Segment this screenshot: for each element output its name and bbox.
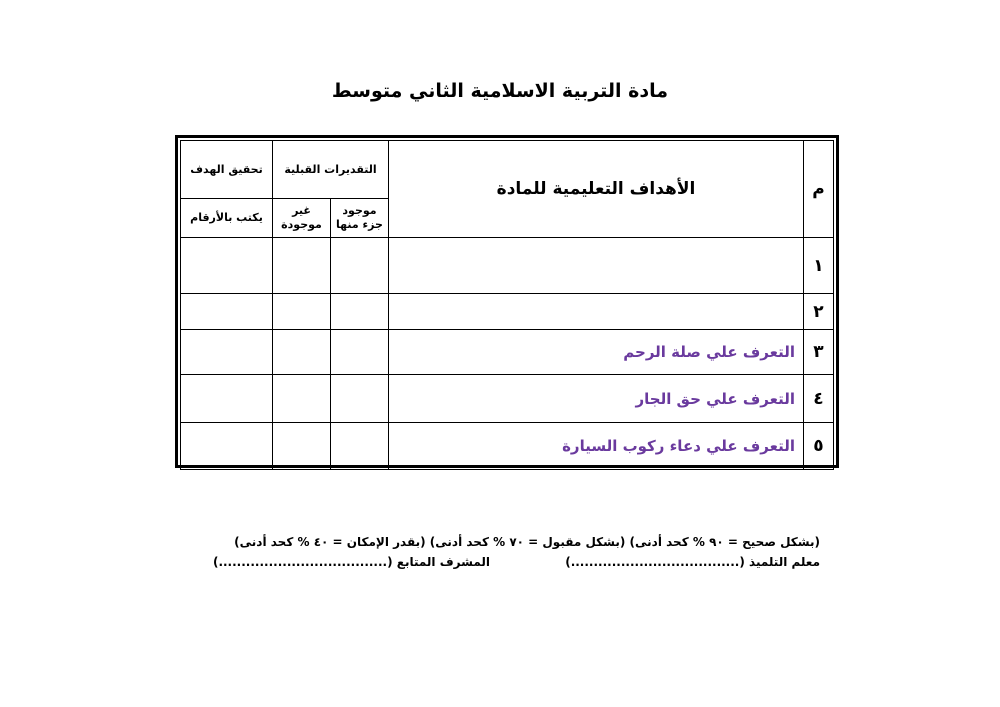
row-goal: التعرف علي صلة الرحم bbox=[389, 330, 804, 375]
header-present-partial: موجود جزء منها bbox=[331, 199, 389, 238]
cell-not-present bbox=[273, 330, 331, 375]
header-m: م bbox=[804, 141, 834, 238]
cell-goal-achievement bbox=[181, 423, 273, 470]
header-not-present: غير موجودة bbox=[273, 199, 331, 238]
cell-present-partial bbox=[331, 375, 389, 423]
header-prior-estimates: التقديرات القبلية bbox=[273, 141, 389, 199]
cell-not-present bbox=[273, 423, 331, 470]
objectives-table bbox=[180, 140, 834, 470]
header-goal-achievement: تحقيق الهدف bbox=[181, 141, 273, 199]
cell-goal-achievement bbox=[181, 330, 273, 375]
cell-not-present bbox=[273, 294, 331, 330]
table-header-row bbox=[181, 141, 834, 199]
cell-present-partial bbox=[331, 423, 389, 470]
cell-not-present bbox=[273, 375, 331, 423]
row-goal bbox=[389, 238, 804, 294]
row-number: ٥ bbox=[804, 423, 834, 470]
row-number: ١ bbox=[804, 238, 834, 294]
notes-section bbox=[190, 532, 820, 572]
cell-goal-achievement bbox=[181, 238, 273, 294]
cell-goal-achievement bbox=[181, 294, 273, 330]
table-row bbox=[181, 330, 834, 375]
criteria-text: (بشكل صحيح = ٩٠ % كحد أدنى) (بشكل مقبول = ٧٠ % كحد أدنى) (بقدر الإمكان = ٤٠ % كحد أدنى) bbox=[234, 535, 820, 549]
row-goal: التعرف علي حق الجار bbox=[389, 375, 804, 423]
header-goals: الأهداف التعليمية للمادة bbox=[389, 141, 804, 238]
page-title: مادة التربية الاسلامية الثاني متوسط bbox=[331, 80, 669, 102]
cell-present-partial bbox=[331, 238, 389, 294]
row-number: ٤ bbox=[804, 375, 834, 423]
signature-row bbox=[190, 552, 820, 572]
table-row bbox=[181, 294, 834, 330]
supervisor-signature: المشرف المتابع (.....................................) bbox=[212, 555, 490, 569]
cell-present-partial bbox=[331, 294, 389, 330]
row-number: ٢ bbox=[804, 294, 834, 330]
objectives-table-frame bbox=[175, 135, 839, 468]
table-row bbox=[181, 238, 834, 294]
table-row bbox=[181, 375, 834, 423]
cell-present-partial bbox=[331, 330, 389, 375]
cell-not-present bbox=[273, 238, 331, 294]
cell-goal-achievement bbox=[181, 375, 273, 423]
header-write-in-numbers: يكتب بالأرقام bbox=[181, 199, 273, 238]
row-goal bbox=[389, 294, 804, 330]
row-goal: التعرف علي دعاء ركوب السيارة bbox=[389, 423, 804, 470]
table-row bbox=[181, 423, 834, 470]
teacher-signature: معلم التلميذ (.....................................) bbox=[565, 555, 820, 569]
row-number: ٣ bbox=[804, 330, 834, 375]
